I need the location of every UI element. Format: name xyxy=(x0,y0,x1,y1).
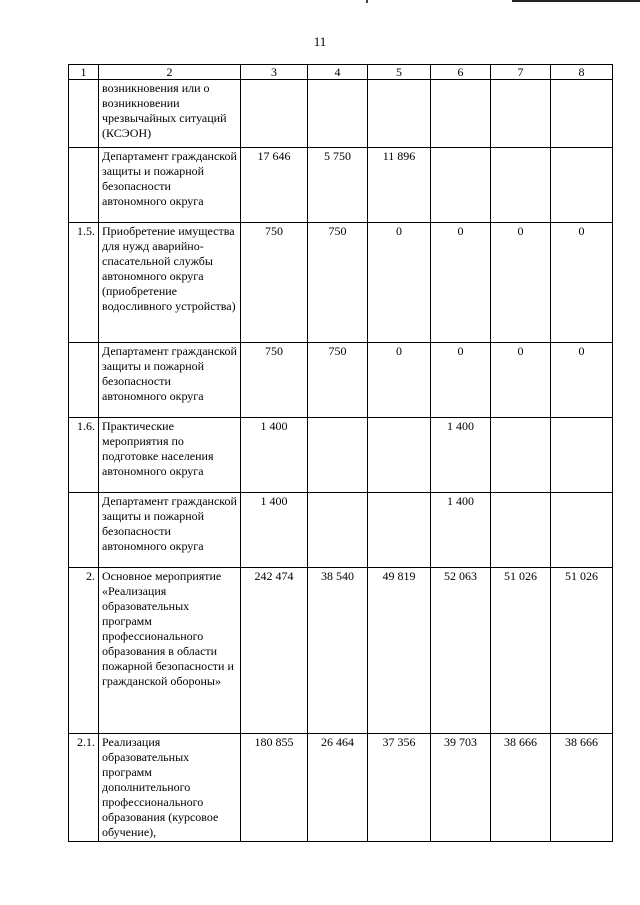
value-cell-3: 17 646 xyxy=(241,148,308,223)
value-cell-6 xyxy=(431,148,491,223)
value-cell-7: 38 666 xyxy=(491,734,551,842)
table-row xyxy=(69,418,613,493)
row-number-cell xyxy=(69,493,99,568)
table-row xyxy=(69,223,613,343)
value-cell-3: 750 xyxy=(241,223,308,343)
page-number: 11 xyxy=(313,34,327,49)
row-description-cell: Департамент гражданской защиты и пожарной безопасности автономного округа xyxy=(99,148,241,223)
value-cell-8 xyxy=(551,148,613,223)
value-cell-8 xyxy=(551,493,613,568)
value-cell-7 xyxy=(491,493,551,568)
column-header-5: 5 xyxy=(368,65,431,80)
value-cell-3 xyxy=(241,80,308,148)
column-header-6: 6 xyxy=(431,65,491,80)
value-cell-7 xyxy=(491,80,551,148)
value-cell-3: 1 400 xyxy=(241,418,308,493)
value-cell-5 xyxy=(368,418,431,493)
value-cell-4 xyxy=(308,493,368,568)
value-cell-5: 0 xyxy=(368,223,431,343)
value-cell-4: 38 540 xyxy=(308,568,368,734)
column-header-1: 1 xyxy=(69,65,99,80)
value-cell-4: 5 750 xyxy=(308,148,368,223)
top-border-mark xyxy=(512,0,640,2)
row-number-cell: 1.5. xyxy=(69,223,99,343)
column-header-3: 3 xyxy=(241,65,308,80)
column-header-2: 2 xyxy=(99,65,241,80)
column-header-7: 7 xyxy=(491,65,551,80)
value-cell-7 xyxy=(491,148,551,223)
value-cell-8: 0 xyxy=(551,343,613,418)
table-body xyxy=(69,80,613,842)
row-number-cell: 2. xyxy=(69,568,99,734)
value-cell-5 xyxy=(368,493,431,568)
row-number-cell xyxy=(69,148,99,223)
table-row xyxy=(69,568,613,734)
row-description-cell: Основное мероприятие «Реализация образовательных программ профессионального образования в области пожарной безопасности и гражданской обороны» xyxy=(99,568,241,734)
value-cell-5 xyxy=(368,80,431,148)
table-row xyxy=(69,734,613,842)
value-cell-5: 11 896 xyxy=(368,148,431,223)
value-cell-3: 242 474 xyxy=(241,568,308,734)
value-cell-4: 750 xyxy=(308,223,368,343)
value-cell-6: 1 400 xyxy=(431,418,491,493)
table-row xyxy=(69,80,613,148)
value-cell-6: 1 400 xyxy=(431,493,491,568)
value-cell-6: 0 xyxy=(431,223,491,343)
value-cell-4: 26 464 xyxy=(308,734,368,842)
value-cell-8: 0 xyxy=(551,223,613,343)
value-cell-6 xyxy=(431,80,491,148)
row-description-cell: Практические мероприятия по подготовке населения автономного округа xyxy=(99,418,241,493)
table-row xyxy=(69,493,613,568)
row-description-cell: Департамент гражданской защиты и пожарной безопасности автономного округа xyxy=(99,493,241,568)
value-cell-8 xyxy=(551,80,613,148)
value-cell-6: 39 703 xyxy=(431,734,491,842)
value-cell-5: 37 356 xyxy=(368,734,431,842)
row-number-cell: 2.1. xyxy=(69,734,99,842)
value-cell-7: 51 026 xyxy=(491,568,551,734)
column-header-8: 8 xyxy=(551,65,613,80)
row-description-cell: Приобретение имущества для нужд аварийно-спасательной службы автономного округа (приобретение водосливного устройства) xyxy=(99,223,241,343)
value-cell-8 xyxy=(551,418,613,493)
row-description-cell: возникновения или о возникновении чрезвычайных ситуаций (КСЭОН) xyxy=(99,80,241,148)
column-header-4: 4 xyxy=(308,65,368,80)
value-cell-5: 49 819 xyxy=(368,568,431,734)
value-cell-8: 51 026 xyxy=(551,568,613,734)
value-cell-4: 750 xyxy=(308,343,368,418)
value-cell-7 xyxy=(491,418,551,493)
value-cell-6: 52 063 xyxy=(431,568,491,734)
value-cell-3: 750 xyxy=(241,343,308,418)
row-description-cell: Реализация образовательных программ дополнительного профессионального образования (курсовое обучение), xyxy=(99,734,241,842)
row-number-cell: 1.6. xyxy=(69,418,99,493)
row-number-cell xyxy=(69,343,99,418)
value-cell-6: 0 xyxy=(431,343,491,418)
budget-table xyxy=(68,64,613,842)
value-cell-5: 0 xyxy=(368,343,431,418)
value-cell-4 xyxy=(308,418,368,493)
value-cell-4 xyxy=(308,80,368,148)
value-cell-7: 0 xyxy=(491,223,551,343)
row-description-cell: Департамент гражданской защиты и пожарной безопасности автономного округа xyxy=(99,343,241,418)
table-row xyxy=(69,148,613,223)
header-row xyxy=(69,65,613,80)
value-cell-3: 180 855 xyxy=(241,734,308,842)
top-tick-mark xyxy=(366,0,368,3)
table-row xyxy=(69,343,613,418)
row-number-cell xyxy=(69,80,99,148)
value-cell-3: 1 400 xyxy=(241,493,308,568)
value-cell-7: 0 xyxy=(491,343,551,418)
value-cell-8: 38 666 xyxy=(551,734,613,842)
